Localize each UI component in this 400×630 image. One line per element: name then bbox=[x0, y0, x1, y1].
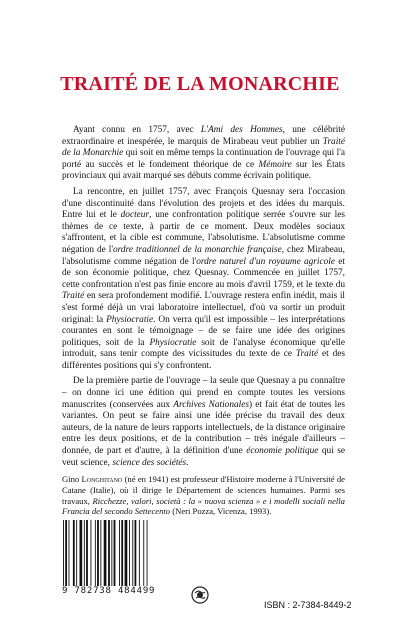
text-run: La rencontre, en juillet 1757, avec François Quesnay sera l'occasion d'une discontinuité dans l'évolution des projets et des idées du marquis. Entre lui et le bbox=[62, 186, 345, 221]
italic-text: Mémoire bbox=[258, 159, 292, 170]
italic-text: Ricchezze, valori, società : la « nuova scienza » e i modelli sociali nella Francia del secondo Settecento bbox=[62, 495, 345, 517]
summary-text bbox=[62, 125, 345, 473]
text-run: Ayant connu en 1757, avec bbox=[73, 125, 201, 135]
italic-text: docteur bbox=[120, 210, 150, 221]
italic-text: ordre naturel d'un royaume agricole bbox=[196, 256, 335, 267]
text-run: De la première partie de l'ouvrage – la seule que Quesnay a pu connaître – on donne ici une édition qui prend en compte toutes les versions manuscrites (conservées aux bbox=[62, 376, 345, 410]
italic-text: Traité bbox=[62, 291, 85, 302]
barcode-icon bbox=[61, 520, 181, 586]
italic-text: Physiocratie bbox=[106, 314, 154, 325]
text-run: sur les États provinciaux qui avait marqué ses débuts comme écrivain politique. bbox=[62, 159, 345, 182]
text-run: , une confrontation politique serrée s'ouvre sur les thèmes de ce texte, à partir de ce moment. Deux modèles sociaux s'affrontent, et la cible est commune, l'absolutisme. L'absolutisme comme négation de l' bbox=[62, 210, 345, 255]
text-run: qui se veut science, bbox=[62, 446, 345, 468]
text-run: ) et fait état de toutes les variantes. On peut se faire ainsi une idée précise du travail des deux auteurs, de la nature de leurs rapports intellectuels, de la distance originaire entre les deux positions, et de la contribution – très inégale d'ailleurs – donnée, de part et d'autre, à la définition d'une bbox=[62, 399, 346, 457]
summary-paragraph bbox=[62, 125, 345, 183]
italic-text: science des sociétés bbox=[112, 457, 187, 468]
text-run: qui soit en même temps la continuation de l'ouvrage qui l'a porté au succès et le fondement théorique de ce bbox=[62, 148, 345, 170]
publisher-globe-logo-icon bbox=[191, 586, 209, 604]
text-run: soit de l'analyse économique qu'elle introduit, sans tenir compte des vicissitudes du texte de ce bbox=[62, 337, 345, 360]
text-run: et des différentes positions qui s'y confrontent. bbox=[62, 349, 345, 371]
italic-text: économie politique bbox=[246, 446, 319, 457]
isbn-label: ISBN : 2-7384-8449-2 bbox=[264, 600, 352, 610]
italic-text: L'Ami des Hommes bbox=[200, 125, 283, 135]
text-run: (Neri Pozza, Vicenza, 1993). bbox=[170, 506, 272, 517]
summary-paragraph bbox=[62, 187, 345, 373]
text-run: Gino bbox=[62, 474, 82, 484]
text-run: en sera profondement modifié. L'ouvrage restera enfin inédit, mais il s'est formé déjà un vrai laboratoire intellectuel, d'où va sortir un produit original: la bbox=[62, 291, 345, 325]
book-title: TRAITÉ DE LA MONARCHIE bbox=[60, 73, 340, 95]
italic-text: ordre traditionnel de la monarchie française bbox=[113, 244, 282, 255]
text-run: Longhitano bbox=[81, 474, 123, 484]
text-run: . bbox=[186, 457, 189, 468]
text-run: . On verra qu'il est impossible – les interprétations courantes en sont le témoignage – de se faire une idée des origines politiques, soit de la bbox=[62, 314, 345, 348]
text-run: (né en 1941) est professeur d'Histoire moderne à l'Université de Catane (Italie), où il dirige le Département de sciences humaines. Parmi ses travaux, bbox=[62, 474, 345, 506]
italic-text: Physiocratie bbox=[149, 337, 197, 348]
summary-paragraph bbox=[62, 376, 345, 469]
barcode-number: 9 782738 484499 bbox=[62, 586, 156, 596]
italic-text: Traité bbox=[295, 349, 319, 360]
italic-text: Traité de la Monarchie bbox=[62, 136, 345, 159]
text-run: , chez Mirabeau, l'absolutisme comme négation de l' bbox=[62, 244, 346, 267]
text-run: et de son économie politique, chez Quesnay. Commencée en juillet 1757, cette confrontation n'est pas finie encore au mois d'avril 1759, et le texte du bbox=[62, 256, 345, 290]
author-bio bbox=[62, 474, 345, 517]
italic-text: Archives Nationales bbox=[173, 399, 249, 410]
text-run: , une célébrité extraordinaire et inespérée, le marquis de Mirabeau veut publier un bbox=[62, 125, 345, 147]
